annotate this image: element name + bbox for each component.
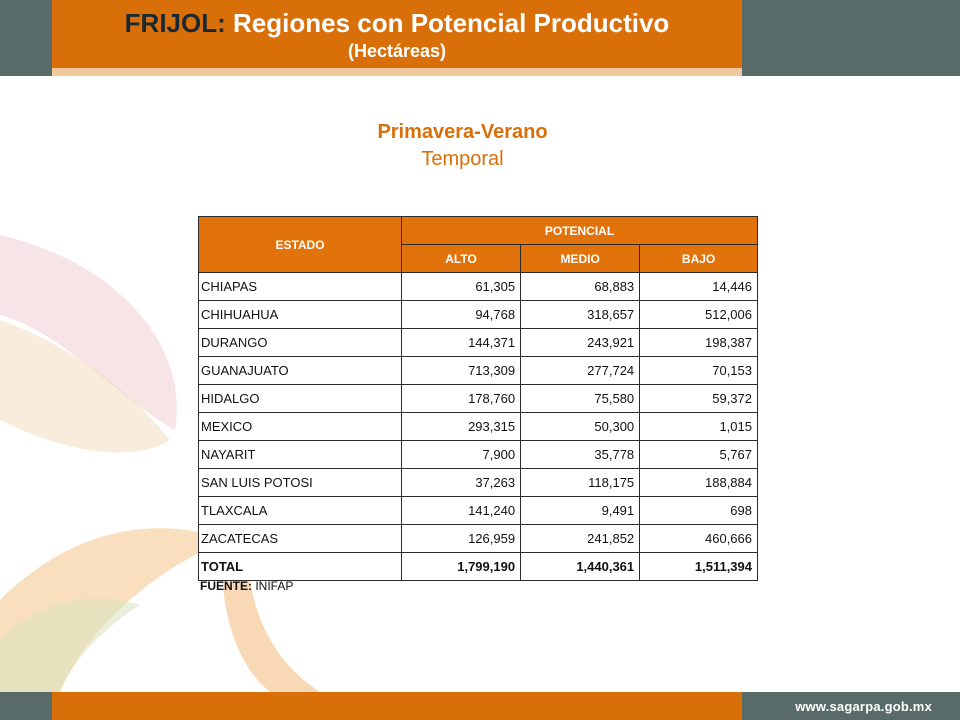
cell-medio: 241,852 <box>521 525 640 553</box>
footer-bar-left <box>0 692 52 720</box>
footer-bar-middle <box>52 692 742 720</box>
cell-medio: 243,921 <box>521 329 640 357</box>
cell-alto: 141,240 <box>402 497 521 525</box>
cell-medio: 75,580 <box>521 385 640 413</box>
cell-bajo: 188,884 <box>640 469 758 497</box>
header-bar-left <box>0 0 52 76</box>
cell-alto: 61,305 <box>402 273 521 301</box>
table-row <box>199 413 758 441</box>
title-description: Regiones con Potencial Productivo <box>233 8 670 38</box>
cell-alto: 94,768 <box>402 301 521 329</box>
table-row <box>199 273 758 301</box>
cell-estado: NAYARIT <box>199 441 402 469</box>
col-potencial: POTENCIAL <box>402 217 758 245</box>
cell-medio: 118,175 <box>521 469 640 497</box>
season-heading: Primavera-Verano <box>377 121 548 143</box>
cell-total-alto: 1,799,190 <box>402 553 521 581</box>
table-row <box>199 497 758 525</box>
cell-estado: ZACATECAS <box>199 525 402 553</box>
col-medio: MEDIO <box>521 245 640 273</box>
cell-bajo: 512,006 <box>640 301 758 329</box>
modality-heading: Temporal <box>421 148 504 170</box>
col-estado: ESTADO <box>199 217 402 273</box>
cell-estado: CHIHUAHUA <box>199 301 402 329</box>
unit-subtitle: (Hectáreas) <box>347 41 447 61</box>
cell-medio: 277,724 <box>521 357 640 385</box>
cell-medio: 50,300 <box>521 413 640 441</box>
cell-bajo: 198,387 <box>640 329 758 357</box>
header-bar-right <box>742 0 960 76</box>
cell-alto: 126,959 <box>402 525 521 553</box>
table-row <box>199 385 758 413</box>
cell-alto: 293,315 <box>402 413 521 441</box>
source-value: INIFAP <box>255 579 294 593</box>
source-note <box>200 579 293 593</box>
col-alto: ALTO <box>402 245 521 273</box>
cell-bajo: 698 <box>640 497 758 525</box>
cell-alto: 178,760 <box>402 385 521 413</box>
cell-alto: 7,900 <box>402 441 521 469</box>
cell-estado: TLAXCALA <box>199 497 402 525</box>
footer-url: www.sagarpa.gob.mx <box>795 699 932 714</box>
cell-alto: 144,371 <box>402 329 521 357</box>
cell-bajo: 70,153 <box>640 357 758 385</box>
cell-medio: 318,657 <box>521 301 640 329</box>
table-row <box>199 525 758 553</box>
cell-medio: 68,883 <box>521 273 640 301</box>
cell-bajo: 1,015 <box>640 413 758 441</box>
cell-estado: GUANAJUATO <box>199 357 402 385</box>
potential-table <box>198 216 758 581</box>
cell-total-bajo: 1,511,394 <box>640 553 758 581</box>
cell-bajo: 59,372 <box>640 385 758 413</box>
cell-medio: 35,778 <box>521 441 640 469</box>
title-product: FRIJOL: <box>124 8 226 38</box>
cell-total-label: TOTAL <box>199 553 402 581</box>
cell-total-medio: 1,440,361 <box>521 553 640 581</box>
table-row <box>199 469 758 497</box>
cell-estado: SAN LUIS POTOSI <box>199 469 402 497</box>
page-title <box>52 6 742 40</box>
cell-estado: CHIAPAS <box>199 273 402 301</box>
cell-bajo: 14,446 <box>640 273 758 301</box>
table-row <box>199 329 758 357</box>
cell-estado: DURANGO <box>199 329 402 357</box>
col-bajo: BAJO <box>640 245 758 273</box>
cell-alto: 713,309 <box>402 357 521 385</box>
cell-estado: HIDALGO <box>199 385 402 413</box>
cell-medio: 9,491 <box>521 497 640 525</box>
table-row <box>199 441 758 469</box>
cell-alto: 37,263 <box>402 469 521 497</box>
table-row <box>199 301 758 329</box>
table-header-row <box>199 217 758 245</box>
cell-bajo: 5,767 <box>640 441 758 469</box>
cell-estado: MEXICO <box>199 413 402 441</box>
table-row <box>199 357 758 385</box>
source-label: FUENTE: <box>200 579 252 593</box>
table-total-row <box>199 553 758 581</box>
cell-bajo: 460,666 <box>640 525 758 553</box>
